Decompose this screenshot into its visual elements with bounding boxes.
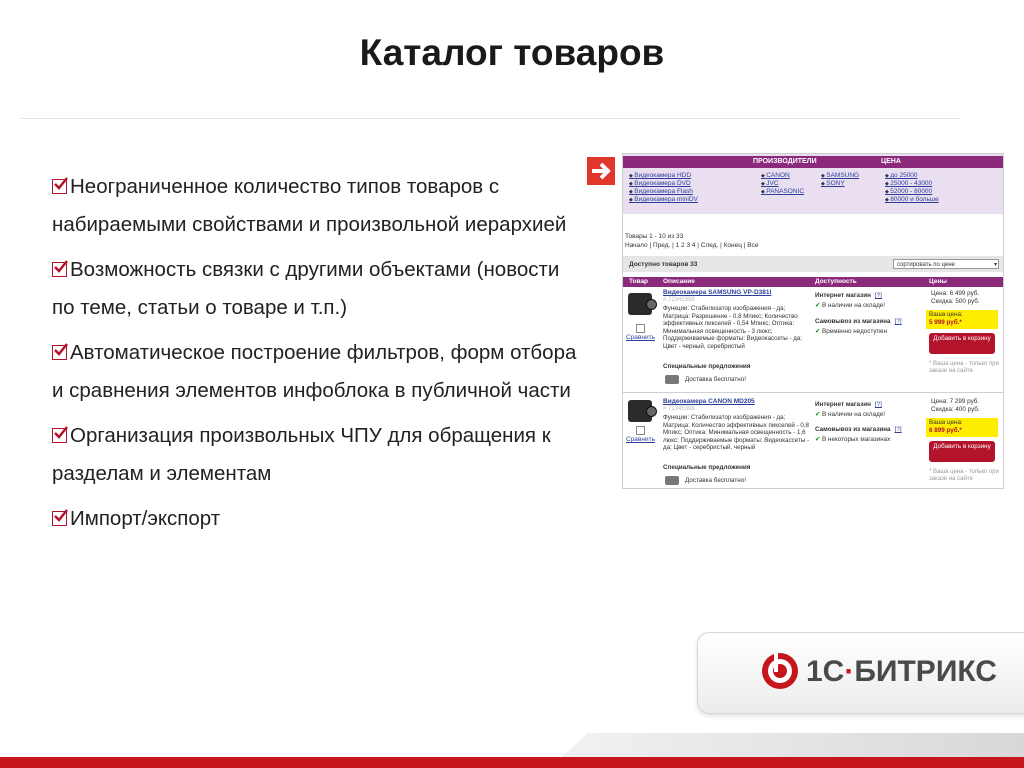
brand-link[interactable]: ◆ CANON (761, 172, 804, 180)
pagination-count: Товары 1 - 10 из 33 (625, 233, 684, 240)
price-range-list (885, 172, 939, 204)
price-note: * Ваша цена - только при заказе на сайте (929, 469, 999, 482)
checkbox-icon (52, 511, 67, 526)
price-range-link[interactable]: ◆ 80000 и больше (885, 196, 939, 204)
pickup-status: ✔ В некоторых магазинах (815, 436, 890, 443)
logo-dot: · (844, 655, 855, 688)
sort-select[interactable] (893, 259, 999, 269)
bullet-text: Автоматическое построение фильтров, форм отбора и сравнения элементов инфоблока в публичной части (52, 341, 577, 402)
pickup-title (815, 318, 902, 325)
producers-header: ПРОИЗВОДИТЕЛИ (753, 158, 817, 165)
product-code: # 72345398 (663, 297, 695, 303)
category-link[interactable]: ◆ Видеокамера HDD (629, 172, 698, 180)
bullet-item (52, 417, 582, 493)
price-block (931, 398, 980, 414)
bullet-text: Возможность связки с другими объектами (новости по теме, статьи о товаре и т.п.) (52, 258, 560, 319)
product-row (623, 396, 1003, 498)
help-link[interactable]: [?] (894, 318, 902, 325)
table-header (623, 277, 1003, 287)
logo-text (806, 655, 997, 689)
compare-checkbox[interactable] (636, 426, 645, 435)
camera-image (628, 400, 652, 422)
bullet-list (52, 168, 582, 545)
special-offers: Специальные предложения (663, 464, 751, 471)
brand-link[interactable]: ◆ SAMSUNG (821, 172, 859, 180)
logo-part1: 1С (806, 655, 845, 688)
category-link[interactable]: ◆ Видеокамера DVD (629, 180, 698, 188)
category-link[interactable]: ◆ Видеокамера Flash (629, 188, 698, 196)
your-price-label: Ваша цена: (929, 311, 963, 318)
chevron-down-icon: ▾ (993, 262, 997, 268)
camera-image (628, 293, 652, 315)
pickup-label: Самовывоз из магазина (815, 426, 891, 433)
checkbox-icon (52, 179, 67, 194)
arrow-right-icon (587, 157, 615, 185)
bullet-text: Организация произвольных ЧПУ для обращения к разделам и элементам (52, 424, 551, 485)
pickup-title (815, 426, 902, 433)
brand-link[interactable]: ◆ SONY (821, 180, 859, 188)
brand-list (761, 172, 804, 196)
bullet-item (52, 334, 582, 410)
help-link[interactable]: [?] (874, 401, 882, 408)
truck-icon (665, 476, 679, 485)
brand-link[interactable]: ◆ JVC (761, 180, 804, 188)
stock-label: Интернет магазин (815, 292, 871, 299)
pagination-links[interactable]: Начало | Пред. | 1 2 3 4 | След. | Конец | Все (625, 242, 759, 249)
stock-status: ✔ В наличии на складе! (815, 411, 885, 418)
category-link[interactable]: ◆ Видеокамера miniDV (629, 196, 698, 204)
logo-part2: БИТРИКС (854, 655, 997, 688)
product-name-link[interactable]: Видеокамера CANON MD205 (663, 398, 755, 405)
bullet-item (52, 168, 582, 244)
truck-icon (665, 375, 679, 384)
filter-panel (623, 154, 1003, 214)
column-header: Товар (629, 278, 649, 285)
catalog-screenshot (622, 153, 1004, 489)
compare-link[interactable]: Сравнить (626, 436, 655, 443)
price-block (931, 290, 980, 306)
your-price-value: 6 899 руб.* (929, 427, 962, 434)
price-range-link[interactable]: ◆ 25000 - 43000 (885, 180, 939, 188)
stock-status: ✔ В наличии на складе! (815, 302, 885, 309)
column-header: Доступность (815, 278, 857, 285)
your-price (926, 310, 998, 329)
product-description: Функции: Стабилизатор изображения - да; Матрица: Разрешение - 0,8 Мпикс; Количество эффективных пикселей - 0,54 Мпикс; Оптика: Минимальная освещенность - 3 люкс; Поддерживаемые форматы: Видеокассеты - да; Цвет - черный, серебристый (663, 305, 802, 350)
bullet-text: Неограниченное количество типов товаров с набираемыми свойствами и произвольной иерархией (52, 175, 567, 236)
logo-panel (697, 632, 1024, 714)
row-divider (623, 392, 1003, 393)
checkbox-icon (52, 345, 67, 360)
your-price (926, 418, 998, 437)
compare-link[interactable]: Сравнить (626, 334, 655, 341)
add-to-cart-button[interactable]: Добавить в корзину (929, 333, 995, 354)
price: Цена: 6 499 руб. (931, 290, 980, 297)
special-offers: Специальные предложения (663, 363, 751, 370)
footer-bar (0, 757, 1024, 768)
column-header: Описание (663, 278, 695, 285)
product-code: # 71345398 (663, 406, 695, 412)
compare-checkbox[interactable] (636, 324, 645, 333)
add-to-cart-button[interactable]: Добавить в корзину (929, 441, 995, 462)
brand-list (821, 172, 859, 188)
slide-title: Каталог товаров (359, 32, 665, 73)
filter-header (623, 156, 1003, 168)
shipping-text: Доставка бесплатно! (685, 477, 747, 484)
bullet-text: Импорт/экспорт (70, 507, 221, 530)
price: Цена: 7 299 руб. (931, 398, 980, 405)
checkbox-icon (52, 262, 67, 277)
pickup-status: ✔ Временно недоступен (815, 328, 887, 335)
category-list (629, 172, 698, 204)
discount: Скидка: 400 руб. (931, 406, 980, 413)
price-header: ЦЕНА (881, 158, 901, 165)
price-range-link[interactable]: ◆ 52000 - 80000 (885, 188, 939, 196)
stock-label: Интернет магазин (815, 401, 871, 408)
sort-value: сортировать по цене (897, 262, 955, 268)
title-divider (20, 118, 960, 119)
stock-title (815, 401, 882, 408)
product-row (623, 288, 1003, 390)
your-price-value: 5 999 руб.* (929, 319, 962, 326)
bullet-item (52, 500, 582, 538)
pagination (625, 232, 758, 250)
your-price-label: Ваша цена: (929, 419, 963, 426)
price-range-link[interactable]: ◆ до 25000 (885, 172, 939, 180)
price-note: * Ваша цена - только при заказе на сайте (929, 361, 999, 374)
product-description: Функции: Стабилизатор изображения - да; Матрица: Количество эффективных пикселей - 0,8 Мпикс; Оптика: Минимальная освещенность - 1,6 люкс; Поддерживаемые форматы: Видеокассеты - да; Цвет - серебристый, черный (663, 414, 810, 451)
help-link[interactable]: [?] (894, 426, 902, 433)
brand-link[interactable]: ◆ PANASONIC (761, 188, 804, 196)
help-link[interactable]: [?] (874, 292, 882, 299)
stock-title (815, 292, 882, 299)
bullet-item (52, 251, 582, 327)
bitrix-logo-icon (760, 651, 800, 691)
available-bar (623, 256, 1003, 272)
shipping-text: Доставка бесплатно! (685, 376, 747, 383)
checkbox-icon (52, 428, 67, 443)
product-name-link[interactable]: Видеокамера SAMSUNG VP-D381I (663, 289, 772, 296)
pickup-label: Самовывоз из магазина (815, 318, 891, 325)
column-header: Цены (929, 278, 947, 285)
available-count: Доступно товаров 33 (629, 261, 698, 268)
discount: Скидка: 500 руб. (931, 298, 980, 305)
